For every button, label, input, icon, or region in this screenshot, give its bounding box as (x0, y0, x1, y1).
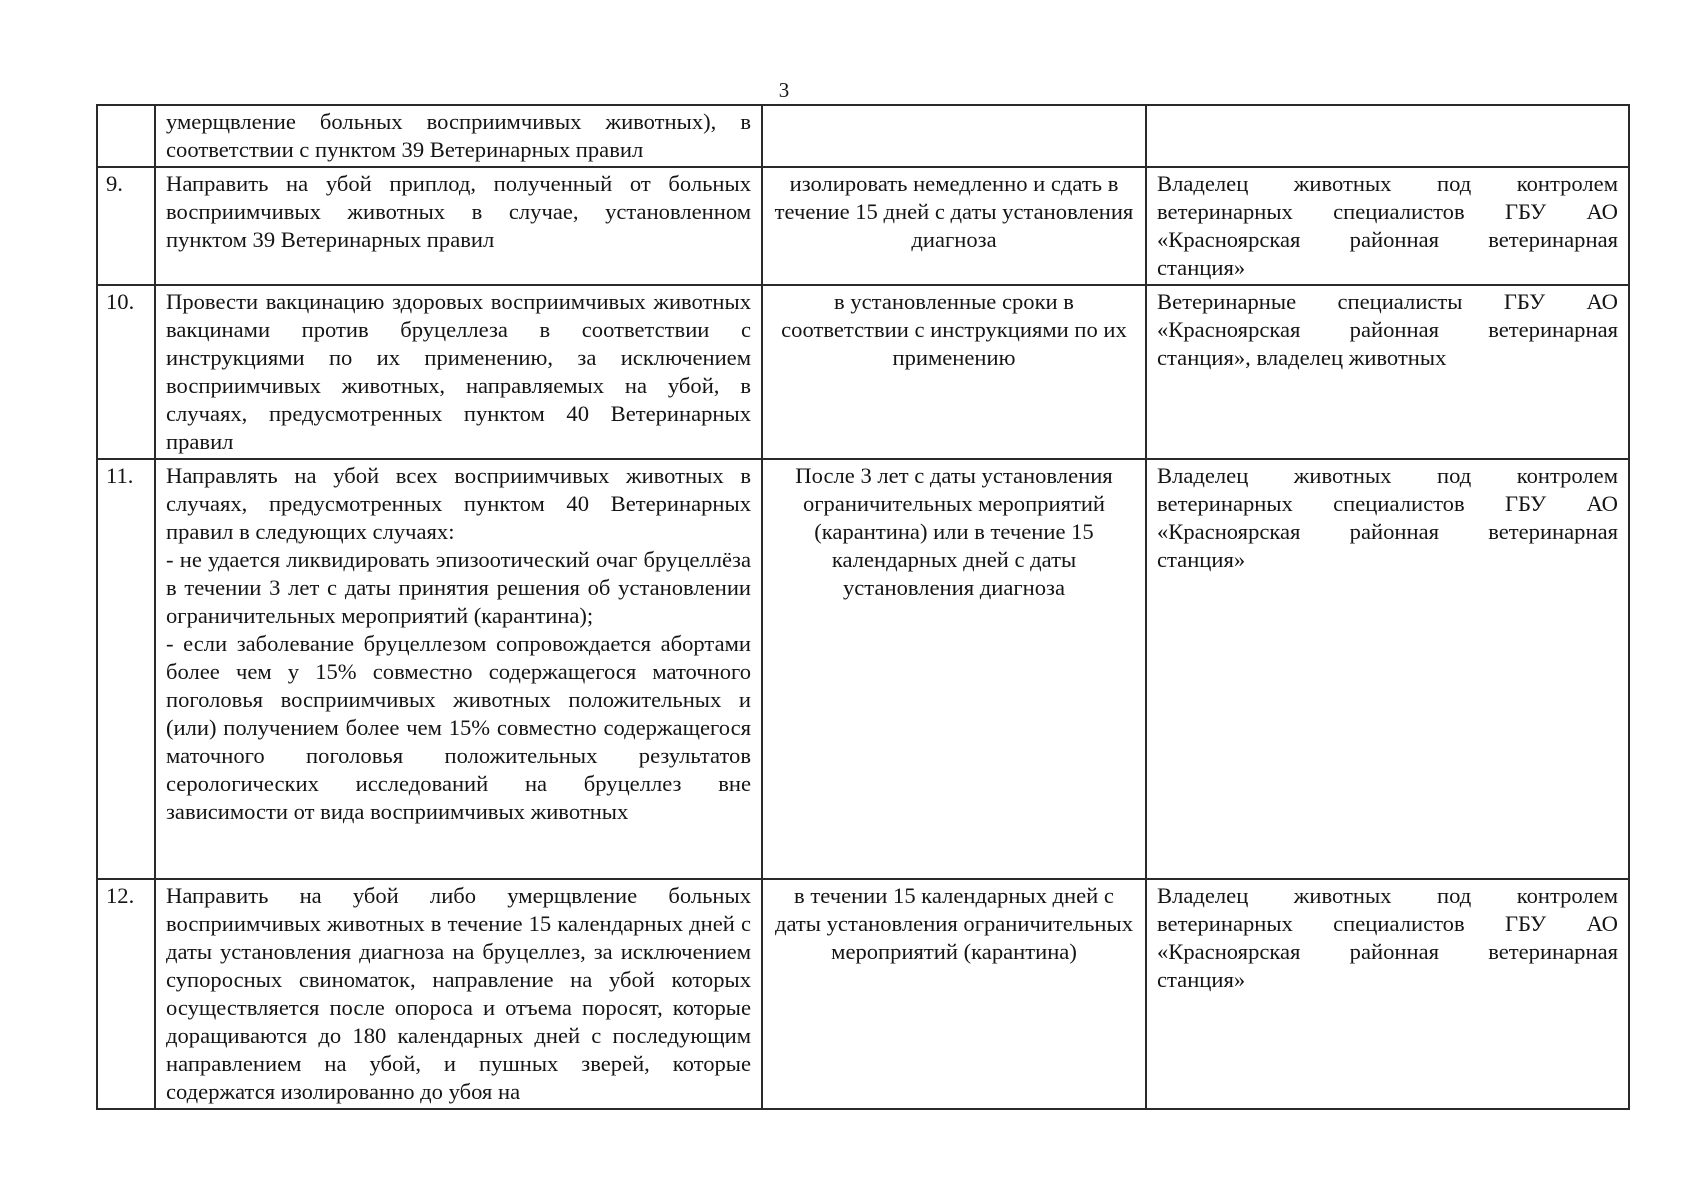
measure-text: - не удается ликвидировать эпизоотический очаг бруцеллёза в течении 3 лет с даты принятия решения об установлении ограничительных мероприятий (карантина); (166, 547, 751, 628)
table-row (97, 285, 1629, 459)
measure-text: - если заболевание бруцеллезом сопровождается абортами более чем у 15% совместно содержащегося маточного поголовья восприимчивых животных положительных и (или) получением более чем 15% совместно содержащегося маточного поголовья положительных результатов серологических исследований на бруцеллез вне зависимости от вида восприимчивых животных (166, 631, 751, 824)
table-row (97, 167, 1629, 285)
row-number (97, 105, 155, 167)
measure-text: Направить на убой либо умерщвление больных восприимчивых животных в течение 15 календарных дней с даты установления диагноза на бруцеллез, за исключением супоросных свиноматок, направление на убой которых осуществляется после опороса и отъема поросят, которые доращиваются до 180 календарных дней с последующим направлением на убой, и пушных зверей, которые содержатся изолированно до убоя на (166, 883, 751, 1104)
measure-text: Направить на убой приплод, полученный от больных восприимчивых животных в случае, установленном пунктом 39 Ветеринарных правил (166, 171, 751, 252)
row-number: 9. (97, 167, 155, 285)
term-cell: После 3 лет с даты установления ограничительных мероприятий (карантина) или в течение 15 календарных дней с даты установления диагноза (762, 459, 1146, 879)
responsible-cell (1146, 105, 1629, 167)
responsible-cell: Ветеринарные специалисты ГБУ АО «Красноярская районная ветеринарная станция», владелец животных (1146, 285, 1629, 459)
measure-cell (155, 879, 762, 1109)
row-number: 11. (97, 459, 155, 879)
measure-text: Направлять на убой всех восприимчивых животных в случаях, предусмотренных пунктом 40 Ветеринарных правил в следующих случаях: (166, 463, 751, 544)
measure-cell (155, 285, 762, 459)
term-cell: в установленные сроки в соответствии с инструкциями по их применению (762, 285, 1146, 459)
measure-text: Провести вакцинацию здоровых восприимчивых животных вакцинами против бруцеллеза в соответствии с инструкциями по их применению, за исключением восприимчивых животных, направляемых на убой, в случаях, предусмотренных пунктом 40 Ветеринарных правил (166, 289, 751, 454)
measures-table (96, 104, 1630, 1110)
measure-text: умерщвление больных восприимчивых животных), в соответствии с пунктом 39 Ветеринарных правил (166, 109, 751, 162)
row-number: 10. (97, 285, 155, 459)
page-number: 3 (778, 78, 790, 102)
row-number: 12. (97, 879, 155, 1109)
term-cell: изолировать немедленно и сдать в течение 15 дней с даты установления диагноза (762, 167, 1146, 285)
responsible-cell: Владелец животных под контролем ветеринарных специалистов ГБУ АО «Красноярская районная ветеринарная станция» (1146, 879, 1629, 1109)
responsible-cell: Владелец животных под контролем ветеринарных специалистов ГБУ АО «Красноярская районная ветеринарная станция» (1146, 459, 1629, 879)
term-cell (762, 105, 1146, 167)
measure-cell (155, 105, 762, 167)
measure-cell (155, 167, 762, 285)
term-cell: в течении 15 календарных дней с даты установления ограничительных мероприятий (карантина) (762, 879, 1146, 1109)
measure-cell (155, 459, 762, 879)
table-row (97, 879, 1629, 1109)
responsible-cell: Владелец животных под контролем ветеринарных специалистов ГБУ АО «Красноярская районная ветеринарная станция» (1146, 167, 1629, 285)
table-row (97, 459, 1629, 879)
table-row (97, 105, 1629, 167)
